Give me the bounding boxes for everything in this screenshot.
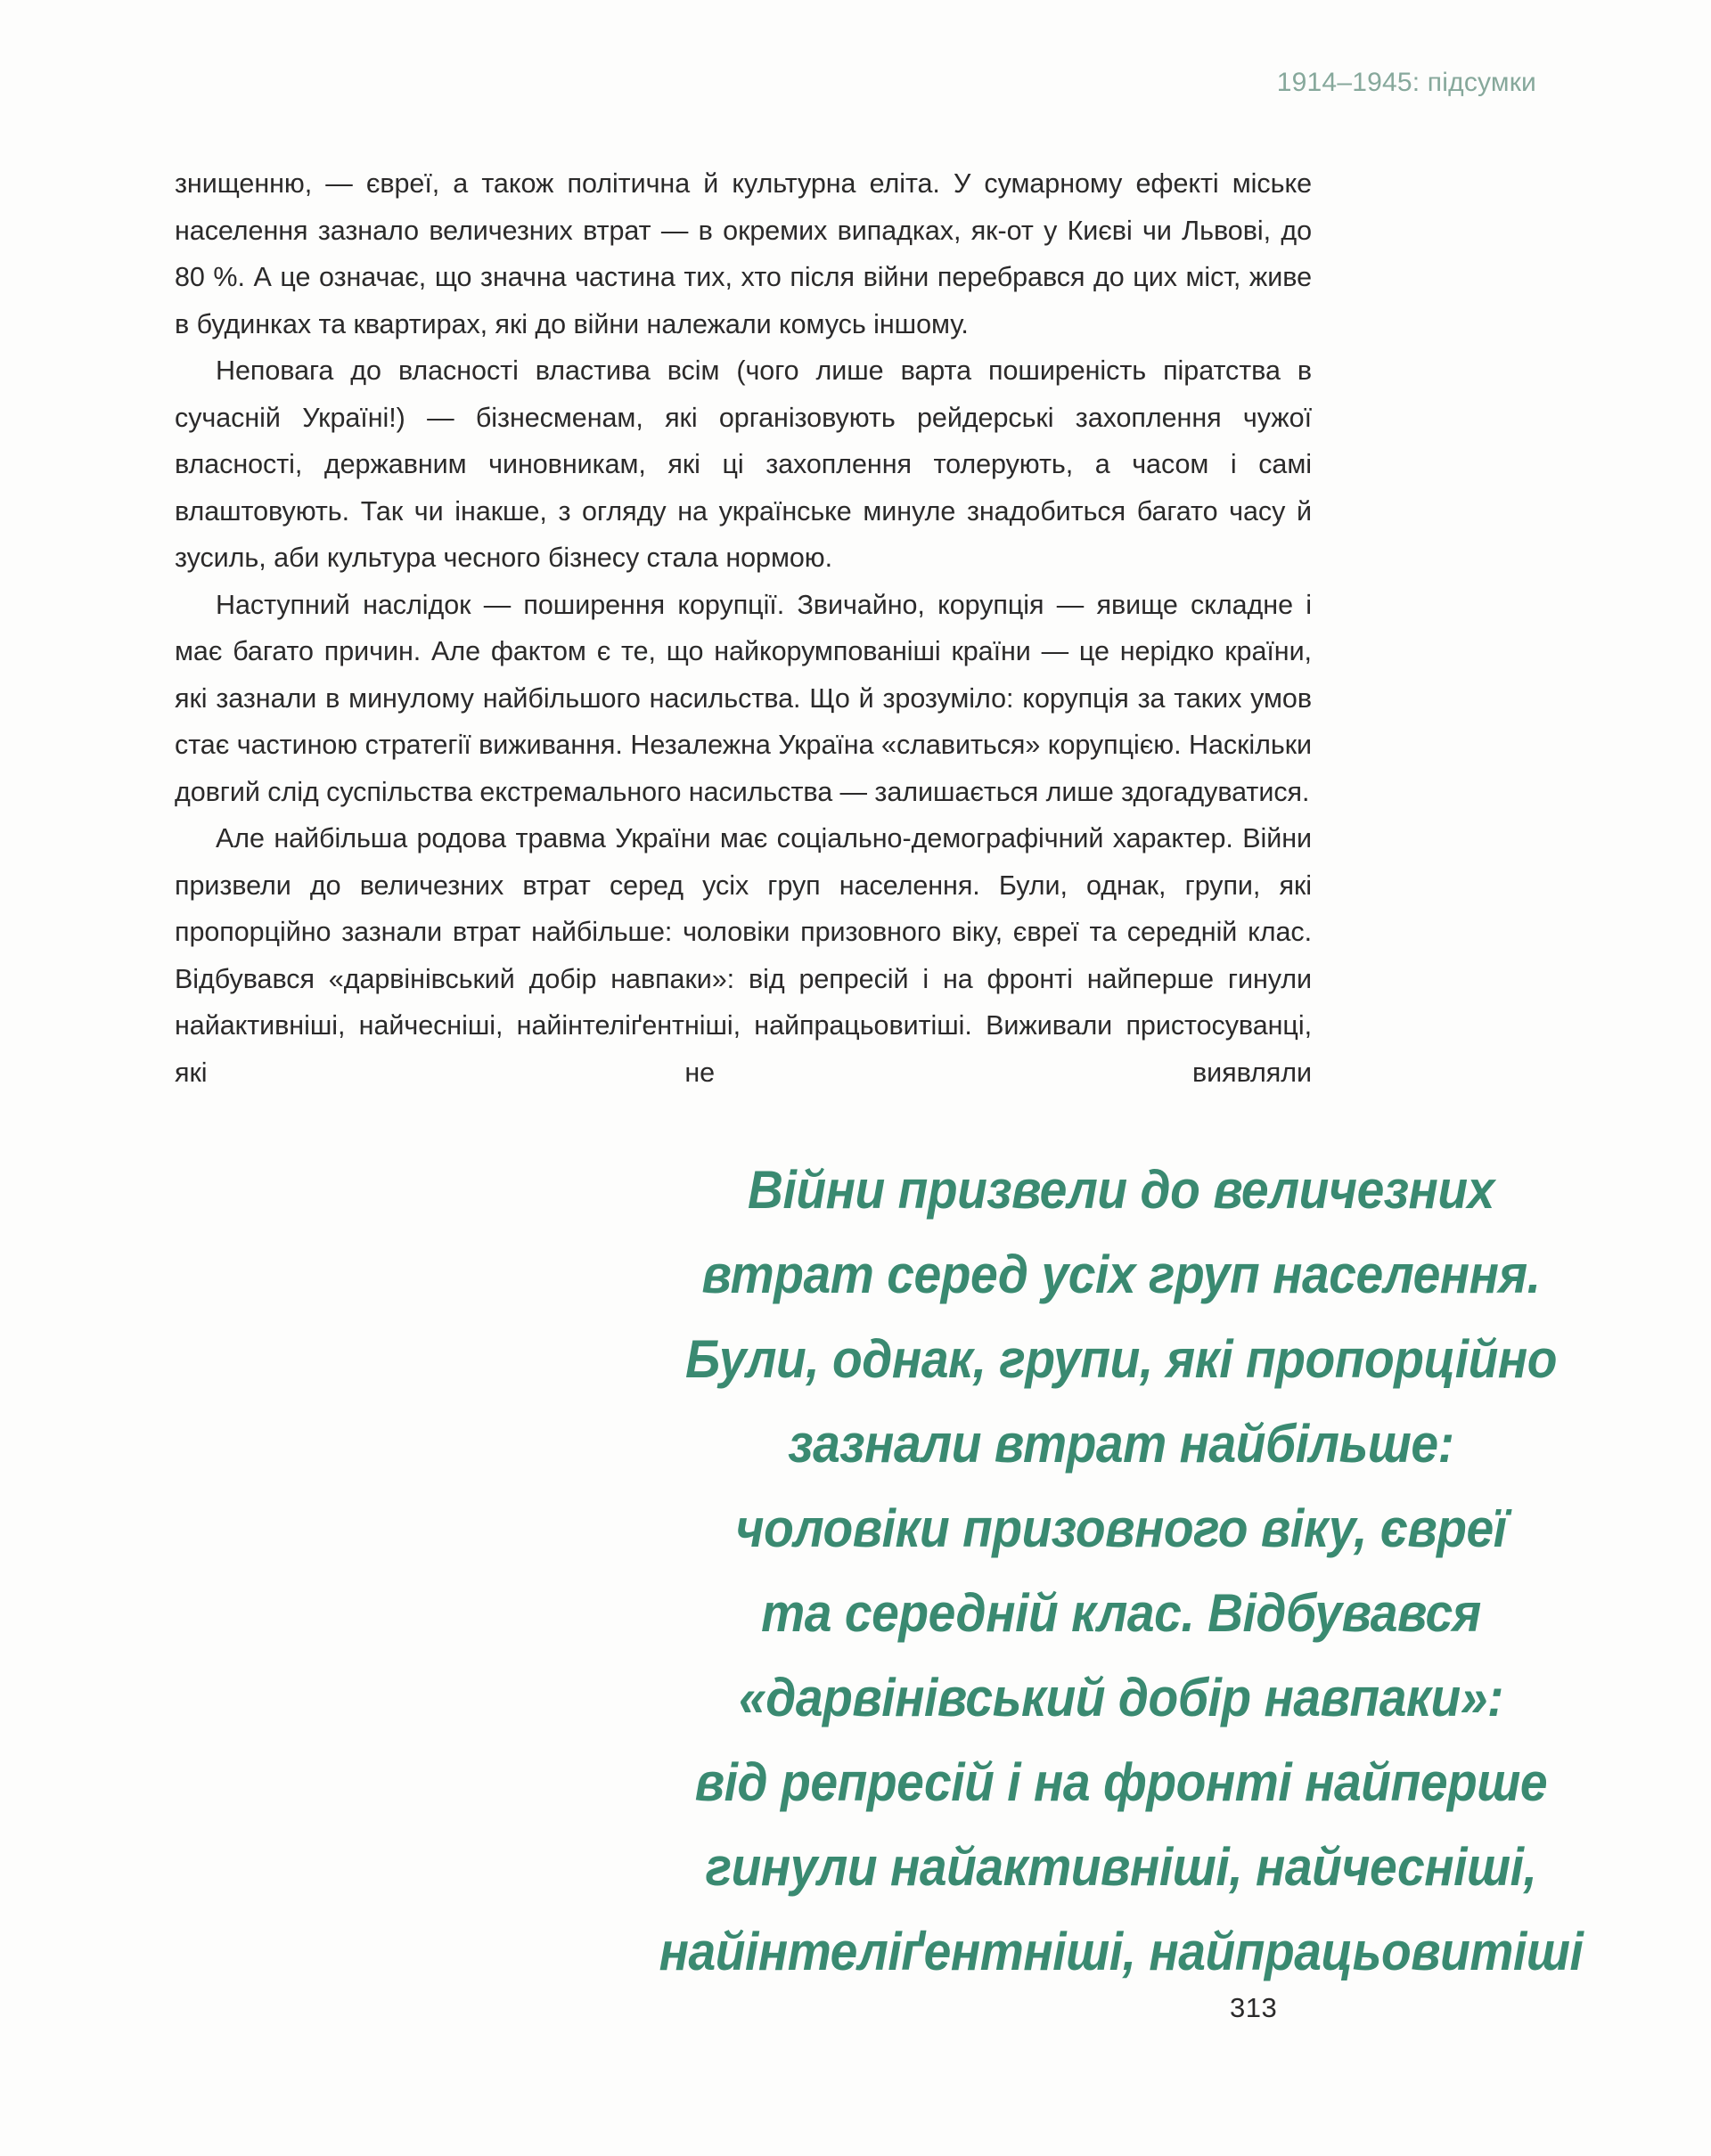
pull-quote-line: зазнали втрат найбільше: [788, 1414, 1454, 1474]
running-header: 1914–1945: підсумки [1276, 68, 1536, 97]
pull-quote-line: втрат серед усіх груп населення. [701, 1245, 1541, 1304]
paragraph-property: Неповага до власності властива всім (чого лише варта поширеність піратства в сучасній Україні!) — бізнесменам, які організовують рейдерські захоплення чужої власності, державним чиновникам, які ці захоплення толерують, а часом і самі влаштовують. Так чи інакше, з огляду на українське минуле знадобиться багато часу й зусиль, аби культура чесного бізнесу стала нормою. [175, 355, 1312, 573]
pull-quote-line: Війни призвели до величезних [748, 1160, 1494, 1220]
pull-quote-line: гинули найактивніші, найчесніші, [705, 1837, 1537, 1897]
body-text-column [175, 160, 1312, 1143]
pull-quote-line: найінтеліґентніші, найпрацьовитіші [659, 1922, 1584, 1981]
pull-quote-line: чоловіки призовного віку, євреї [735, 1499, 1507, 1558]
paragraph-corruption: Наступний наслідок — поширення корупції. Звичайно, корупція — явище складне і має багато причин. Але фактом є те, що найкорумпованіші країни — це нерідко країни, які зазнали в минулому найбільшого насильства. Що й зрозуміло: корупція за таких умов стає частиною стратегії виживання. Незалежна Україна «славиться» корупцією. Наскільки довгий слід суспільства екстремального насильства — залишається лише здогадуватися. [175, 589, 1312, 807]
pull-quote-line: «дарвінівський добір навпаки»: [739, 1668, 1503, 1727]
paragraph-continuation: знищенню, — євреї, а також політична й культурна еліта. У сумарному ефекті міське населення зазнало величезних втрат — в окремих випадках, як-от у Києві чи Львові, до 80 %. А це означає, що значна частина тих, хто після війни перебрався до цих міст, живе в будинках та квартирах, які до війни належали комусь іншому. [175, 168, 1312, 339]
pull-quote-line: та середній клас. Відбувався [761, 1583, 1481, 1643]
pull-quote-line: від репресій і на фронті найперше [694, 1752, 1548, 1812]
pull-quote [595, 1147, 1647, 1994]
pull-quote-line: Були, однак, групи, які пропорційно [684, 1329, 1558, 1389]
page-number: 313 [1230, 1992, 1278, 2023]
paragraph-demographic: Але найбільша родова травма України має соціально-демографічний характер. Війни призвели до величезних втрат серед усіх груп населення. Були, однак, групи, які пропорційно зазнали втрат найбільше: чоловіки призовного віку, євреї та середній клас. Відбувався «дарвінівський добір навпаки»: від репресій і на фронті найперше гинули найактивніші, найчесніші, найінтеліґентніші, найпрацьовитіші. Виживали пристосуванці, які не виявляли [175, 823, 1312, 1088]
